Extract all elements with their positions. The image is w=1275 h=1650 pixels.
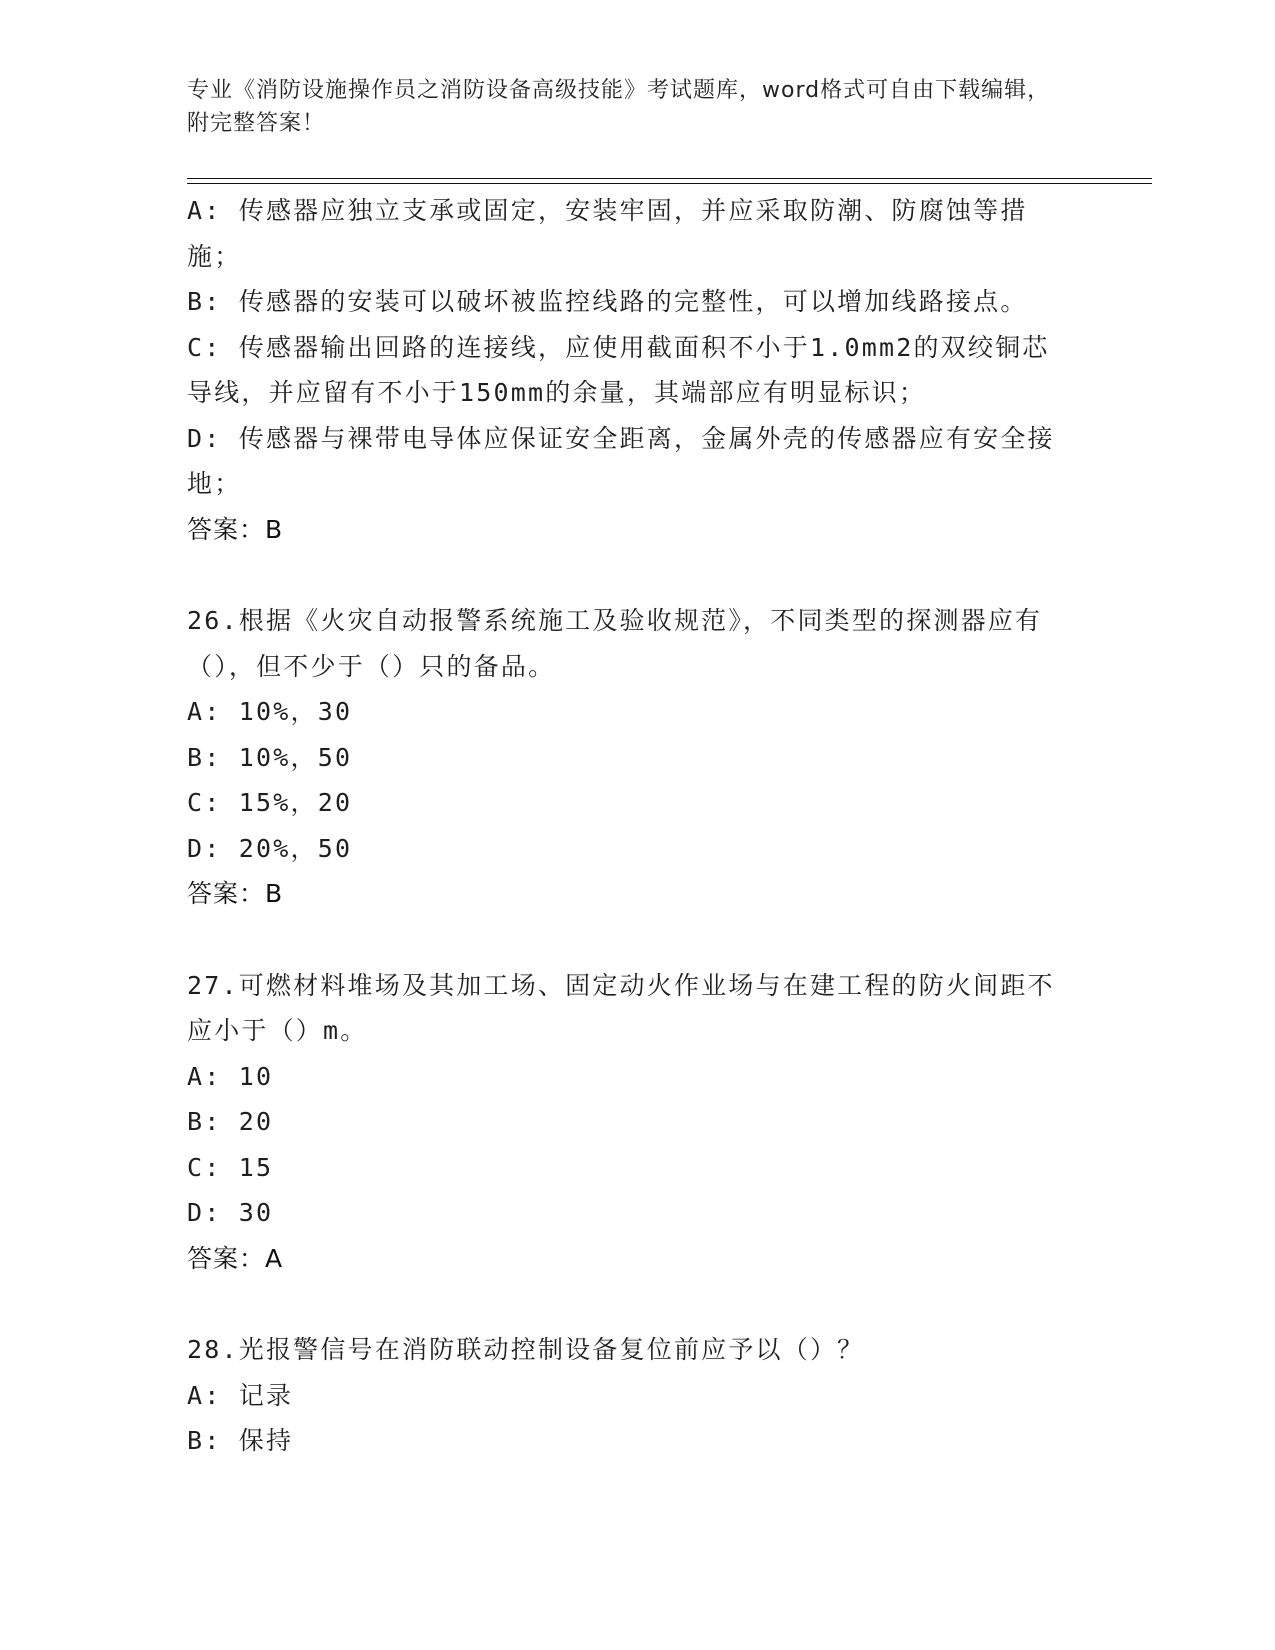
question-stem: 27.可燃材料堆场及其加工场、固定动火作业场与在建工程的防火间距不应小于（）m。 — [187, 970, 1055, 1045]
option-b: B: 传感器的安装可以破坏被监控线路的完整性，可以增加线路接点。 — [187, 287, 1028, 316]
option-c: C: 传感器输出回路的连接线，应使用截面积不小于1.0mm2的双绞铜芯导线，并应留有不小于150mm的余量，其端部应有明显标识； — [187, 332, 1050, 407]
block-spacer — [187, 552, 1067, 598]
block-spacer — [187, 1281, 1067, 1327]
question-block-28 — [187, 1327, 1067, 1464]
option-a: A: 10 — [187, 1061, 274, 1091]
question-stem: 26.根据《火灾自动报警系统施工及验收规范》，不同类型的探测器应有（），但不少于（）只的备品。 — [187, 606, 1043, 681]
option-b: B: 20 — [187, 1107, 274, 1136]
answer-line: 答案：B — [187, 879, 284, 908]
option-b: B: 10%，50 — [187, 742, 353, 772]
option-a: A: 10%，30 — [187, 697, 353, 726]
header-title: 专业《消防设施操作员之消防设备高级技能》考试题库，word格式可自由下载编辑，附完整答案！ — [187, 78, 1051, 136]
option-d: D: 20%，50 — [187, 833, 353, 863]
answer-line: 答案：A — [187, 1243, 284, 1273]
header-divider-top — [187, 178, 1152, 179]
question-list — [187, 188, 1067, 1464]
question-block-25 — [187, 188, 1067, 552]
document-header — [187, 74, 1067, 140]
option-c: C: 15%，20 — [187, 788, 353, 817]
option-a: A: 传感器应独立支承或固定，安装牢固，并应采取防潮、防腐蚀等措施； — [187, 196, 1028, 271]
option-a: A: 记录 — [187, 1380, 294, 1410]
option-c: C: 15 — [187, 1152, 274, 1182]
header-divider-bottom — [187, 183, 1152, 184]
question-stem: 28.光报警信号在消防联动控制设备复位前应予以（）？ — [187, 1335, 865, 1364]
block-spacer — [187, 917, 1067, 963]
option-d: D: 传感器与裸带电导体应保证安全距离，金属外壳的传感器应有安全接地； — [187, 423, 1055, 498]
question-block-27 — [187, 963, 1067, 1282]
option-d: D: 30 — [187, 1198, 274, 1227]
question-block-26 — [187, 598, 1067, 917]
option-b: B: 保持 — [187, 1426, 294, 1455]
answer-line: 答案：B — [187, 514, 284, 544]
